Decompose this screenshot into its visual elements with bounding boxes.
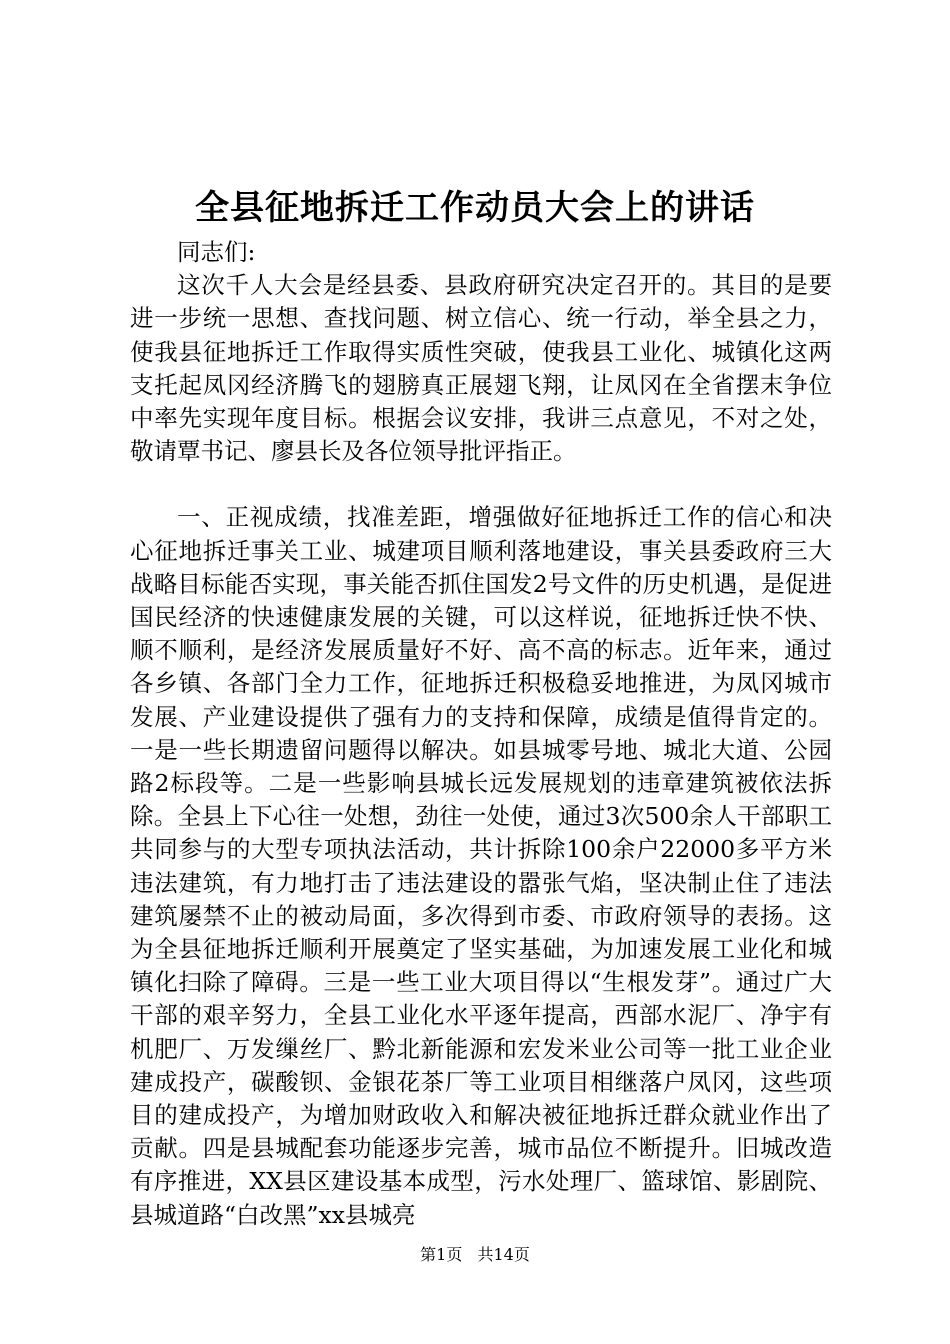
paragraph-1: 这次千人大会是经县委、县政府研究决定召开的。其目的是要进一步统一思想、查找问题、树立信心、统一行动，举全县之力，使我县征地拆迁工作取得实质性突破，使我县工业化、城镇化这两支托起凤冈经济腾飞的翅膀真正展翅飞翔，让凤冈在全省摆末争位中率先实现年度目标。根据会议安排，我讲三点意见，不对之处，敬请覃书记、廖县长及各位领导批评指正。 — [130, 271, 832, 466]
page-number: 第1页 — [420, 1245, 463, 1264]
page-total: 共14页 — [477, 1245, 530, 1264]
page-footer — [0, 1244, 950, 1266]
salutation: 同志们: — [177, 238, 256, 266]
paragraph-2: 一、正视成绩，找准差距，增强做好征地拆迁工作的信心和决心征地拆迁事关工业、城建项目顺利落地建设，事关县委政府三大战略目标能否实现，事关能否抓住国发2号文件的历史机遇，是促进国民经济的快速健康发展的关键，可以这样说，征地拆迁快不快、顺不顺利，是经济发展质量好不好、高不高的标志。近年来，通过各乡镇、各部门全力工作，征地拆迁积极稳妥地推进，为凤冈城市发展、产业建设提供了强有力的支持和保障，成绩是值得肯定的。一是一些长期遗留问题得以解决。如县城零号地、城北大道、公园路2标段等。二是一些影响县城长远发展规划的违章建筑被依法拆除。全县上下心往一处想，劲往一处使，通过3次500余人干部职工共同参与的大型专项执法活动，共计拆除100余户22000多平方米违法建筑，有力地打击了违法建设的嚣张气焰，坚决制止住了违法建筑屡禁不止的被动局面，多次得到市委、市政府领导的表扬。这为全县征地拆迁顺利开展奠定了坚实基础，为加速发展工业化和城镇化扫除了障碍。三是一些工业大项目得以“生根发芽”。通过广大干部的艰辛努力，全县工业化水平逐年提高，西部水泥厂、净宇有机肥厂、万发缫丝厂、黔北新能源和宏发米业公司等一批工业企业建成投产，碳酸钡、金银花茶厂等工业项目相继落户凤冈，这些项目的建成投产，为增加财政收入和解决被征地拆迁群众就业作出了贡献。四是县城配套功能逐步完善，城市品位不断提升。旧城改造有序推进，XX县区建设基本成型，污水处理厂、篮球馆、影剧院、县城道路“白改黑”xx县城亮 — [130, 503, 832, 1229]
document-title: 全县征地拆迁工作动员大会上的讲话 — [195, 188, 755, 228]
document-body — [130, 236, 832, 1232]
